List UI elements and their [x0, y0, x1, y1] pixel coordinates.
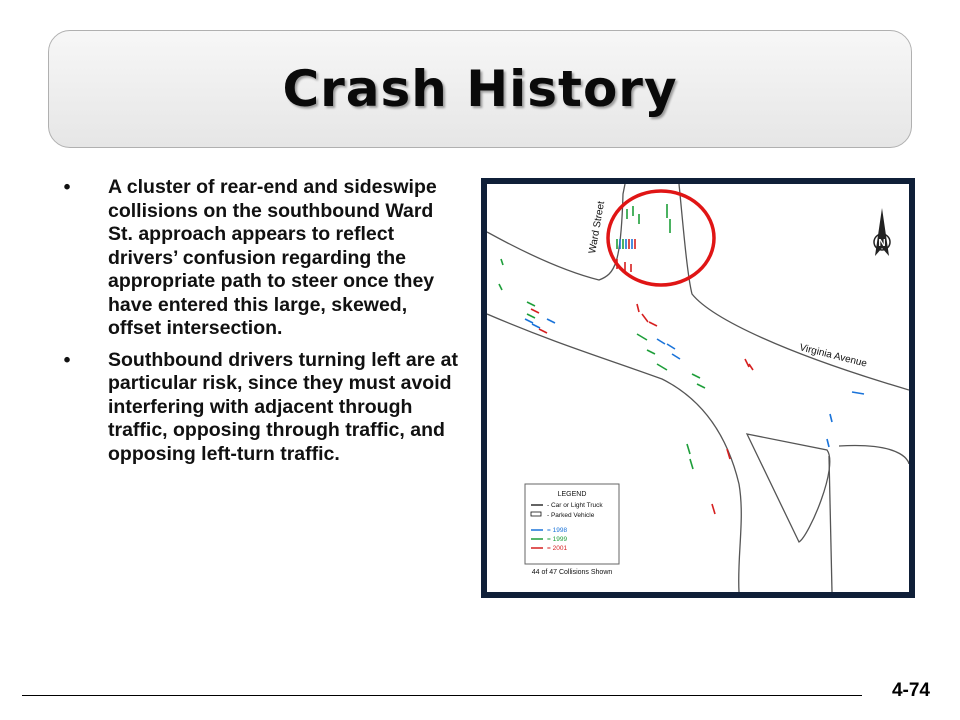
page-number: 4-74: [891, 680, 930, 701]
legend-parked: - Parked Vehicle: [547, 512, 595, 519]
crash-map-figure: [481, 178, 915, 598]
legend-1998: = 1998: [547, 527, 568, 534]
slide-title: Crash History: [282, 60, 678, 118]
virginia-avenue-label: Virginia Avenue: [798, 342, 869, 370]
footer-divider: [22, 695, 862, 696]
bullet-item: [60, 176, 460, 341]
bullet-text: A cluster of rear-end and sideswipe collisions on the southbound Ward St. approach appears to reflect drivers’ confusion regarding the appropriate path to steer once they have entered this large, skewed, offset intersection.: [108, 176, 437, 339]
ward-street-label: Ward Street: [587, 200, 608, 255]
bullet-list: [60, 176, 460, 474]
collision-marks: [499, 204, 864, 514]
crash-diagram: [487, 184, 909, 592]
legend-1999: = 1999: [547, 536, 568, 543]
svg-text:N: N: [878, 238, 886, 249]
north-arrow-icon: [874, 208, 890, 256]
title-box: [48, 30, 912, 148]
bullet-dot: •: [63, 348, 71, 371]
bullet-text: Southbound drivers turning left are at particular risk, since they must avoid interfering with adjacent through traffic, opposing through traffic, and opposing left-turn traffic.: [108, 348, 458, 465]
legend-car: - Car or Light Truck: [547, 502, 603, 509]
legend-title: LEGEND: [557, 491, 587, 498]
map-legend: [525, 484, 619, 576]
bullet-item: [60, 349, 460, 467]
bullet-dot: •: [63, 176, 71, 198]
legend-2001: = 2001: [547, 545, 568, 552]
legend-note: 44 of 47 Collisions Shown: [531, 569, 613, 576]
highlight-circle: [608, 191, 714, 285]
